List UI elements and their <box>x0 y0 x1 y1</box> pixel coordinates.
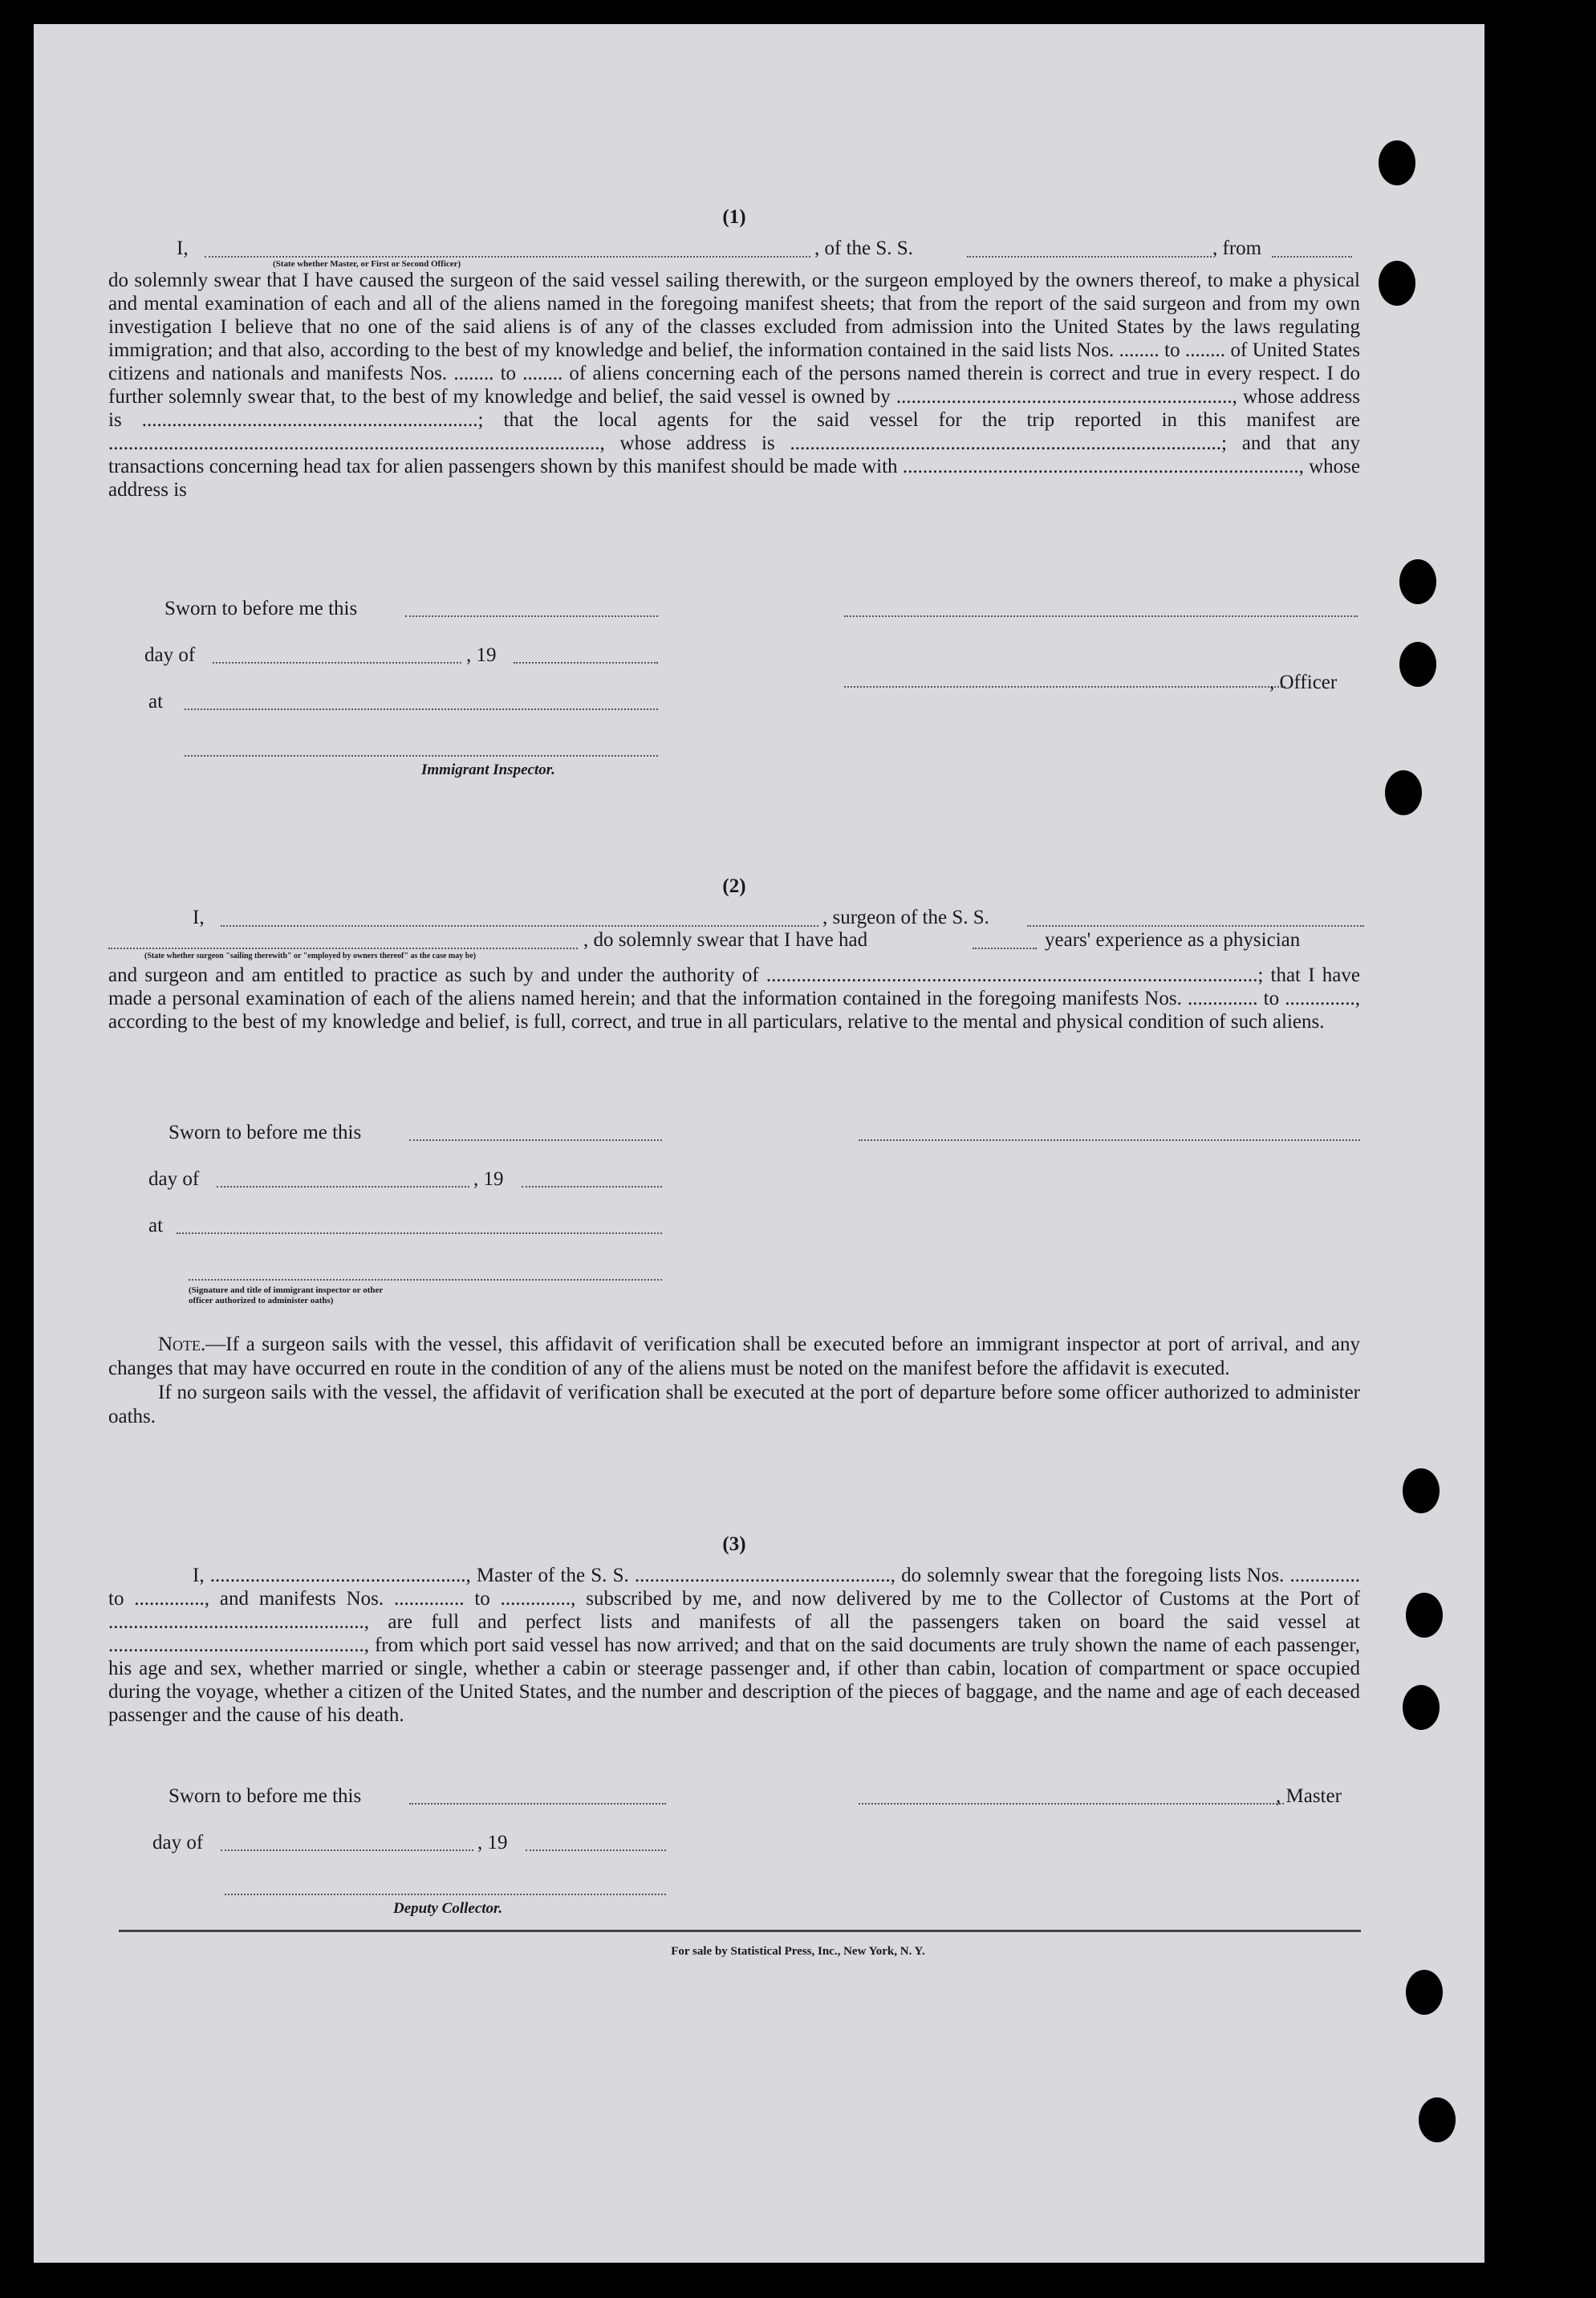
sworn-label: Sworn to before me this <box>164 598 358 619</box>
sworn-label-2: Sworn to before me this <box>169 1122 362 1143</box>
swear-label: , do solemnly swear that I have had <box>583 929 868 951</box>
sworn-line[interactable] <box>405 615 658 617</box>
years-label: years' experience as a physician <box>1045 929 1301 951</box>
signature-hint: (Signature and title of immigrant inspector or other officer authorized to administer oaths) <box>189 1285 384 1305</box>
at-line[interactable] <box>185 708 658 710</box>
note-label: Note. <box>158 1334 206 1355</box>
punch-hole <box>1419 2097 1456 2142</box>
day-of-label: day of <box>144 644 196 666</box>
note-1-text: —If a surgeon sails with the vessel, this affidavit of verification shall be executed before an immigrant inspector at port of arrival, and any changes that may have occurred en route in the condition of any of the aliens must be noted on the manifest before the affidavit is executed. <box>108 1334 1360 1379</box>
year-label-2: , 19 <box>473 1168 504 1190</box>
surgeon-of-label: , surgeon of the S. S. <box>822 907 989 928</box>
officer-sig-line[interactable] <box>844 615 1358 617</box>
punch-hole <box>1406 1593 1443 1638</box>
section-1 <box>108 205 1360 501</box>
year-line-2[interactable] <box>522 1186 662 1188</box>
sworn-line-3[interactable] <box>409 1803 666 1805</box>
note-1 <box>108 1333 1360 1381</box>
punch-hole <box>1385 770 1422 815</box>
section-2-i: I, <box>193 907 205 928</box>
collector-line[interactable] <box>225 1894 666 1895</box>
years-line[interactable] <box>973 933 1037 949</box>
punch-hole <box>1399 642 1436 687</box>
punch-hole <box>1406 1970 1443 2015</box>
section-2-signatures <box>108 1122 1360 1314</box>
note-block <box>108 1328 1360 1429</box>
inspector-line[interactable] <box>185 755 658 757</box>
examiner-line[interactable] <box>189 1279 662 1281</box>
day-line-2[interactable] <box>217 1186 469 1188</box>
section-3-number: (3) <box>722 1533 746 1555</box>
punch-hole <box>1379 261 1415 306</box>
from-line[interactable] <box>1272 242 1352 258</box>
punch-hole <box>1399 559 1436 604</box>
section-1-body: do solemnly swear that I have caused the surgeon of the said vessel sailing therewith, or the surgeon employed by the owners thereof, to make a physical and mental examination of each and all of the aliens named in the foregoing manifest sheets; that from the report of the said surgeon and from my own investigation I believe that no one of the said aliens is of any of the classes excluded from admission into the United States by the laws regulating immigration; and that also, according to the best of my knowledge and belief, the information contained in the said lists Nos. ........ to ........ of United States citizens and nationals and manifests Nos. ........ to ........ of aliens concerning each of the persons named therein is correct and true in every respect. I do further solemnly swear that, to the best of my knowledge and belief, the said vessel is owned by ..................................................................., whose address is ...................................................................; that the local agents for the said vessel for the trip reported in this manifest are .................................................................................................., whose address is ......................................................................................; and that any transactions concerning head tax for alien passengers shown by this manifest should be made with ..............................................................................., whose address is <box>108 270 1360 501</box>
master-line[interactable] <box>859 1803 1284 1805</box>
punch-hole <box>1379 140 1415 185</box>
section-2-number: (2) <box>722 875 746 897</box>
year-label: , 19 <box>466 644 497 666</box>
punch-hole <box>1403 1468 1440 1513</box>
surgeon-hint: (State whether surgeon "sailing therewith" or "employed by owners thereof" as the case may be) <box>144 952 477 960</box>
inspector-caption: Immigrant Inspector. <box>421 761 555 778</box>
at-line-2[interactable] <box>177 1232 662 1234</box>
at-label: at <box>148 691 164 713</box>
section-1-number: (1) <box>722 206 746 228</box>
section-2-body: and surgeon and am entitled to practice as such by and under the authority of ..................................................................................................; that I have made a personal examination of each of the aliens named herein; and that the information contained in the foregoing manifests Nos. .............. to .............., according to the best of my knowledge and belief, is full, correct, and true in all particulars, relative to the mental and physical condition of such aliens. <box>108 964 1360 1033</box>
title-hint: (State whether Master, or First or Second Officer) <box>273 259 461 269</box>
surgeon-name-line[interactable] <box>221 911 818 927</box>
section-1-i: I, <box>177 238 189 259</box>
name-line[interactable] <box>205 242 810 258</box>
of-ss-label: , of the S. S. <box>814 238 913 259</box>
day-of-label-2: day of <box>148 1168 200 1190</box>
section-3 <box>108 1533 1360 1727</box>
section-3-signatures <box>108 1785 1360 1930</box>
master-label: , Master <box>1276 1785 1342 1807</box>
officer-line[interactable] <box>844 686 1285 688</box>
officer-label: , Officer <box>1269 672 1338 693</box>
from-label: , from <box>1212 238 1262 259</box>
sworn-label-3: Sworn to before me this <box>169 1785 362 1807</box>
section-2-intro <box>108 906 1360 964</box>
collector-caption: Deputy Collector. <box>393 1900 503 1917</box>
surgeon-status-line[interactable] <box>108 933 578 949</box>
day-line-3[interactable] <box>221 1849 473 1851</box>
footer-text: For sale by Statistical Press, Inc., New York, N. Y. <box>671 1945 925 1958</box>
section-3-body: I, ..................................................., Master of the S. S. ..................................................., do solemnly swear that the foregoing lists Nos. .............. to .............., and manifests Nos. .............. to .............., subscribed by me, and now delivered by me to the Collector of Customs at the Port of ..................................................., are full and perfect lists and manifests of all the passengers taken on board the said vessel at ..................................................., from which port said vessel has now arrived; and that on the said documents are truly shown the name of each passenger, his age and sex, whether married or single, whether a cabin or steerage passenger and, if other than cabin, location of compartment or space occupied during the voyage, whether a citizen of the United States, and the number and description of the pieces of baggage, and the name and age of each deceased passenger and the cause of his death. <box>108 1565 1360 1726</box>
day-of-label-3: day of <box>152 1832 204 1853</box>
day-line[interactable] <box>213 662 461 664</box>
section-2 <box>108 875 1360 1033</box>
at-label-2: at <box>148 1215 164 1236</box>
vessel-line[interactable] <box>967 242 1212 258</box>
year-line-3[interactable] <box>526 1849 666 1851</box>
year-line[interactable] <box>514 662 658 664</box>
note-2: If no surgeon sails with the vessel, the affidavit of verification shall be executed at the port of departure before some officer authorized to administer oaths. <box>108 1382 1360 1427</box>
footer-rule <box>119 1930 1361 1932</box>
section-1-intro <box>108 237 1360 269</box>
surgeon-sig-line[interactable] <box>859 1139 1360 1141</box>
sworn-line-2[interactable] <box>409 1139 662 1141</box>
surgeon-vessel-line[interactable] <box>1027 911 1364 927</box>
section-1-signatures <box>108 598 1360 790</box>
punch-hole <box>1403 1685 1440 1730</box>
year-label-3: , 19 <box>477 1832 508 1853</box>
